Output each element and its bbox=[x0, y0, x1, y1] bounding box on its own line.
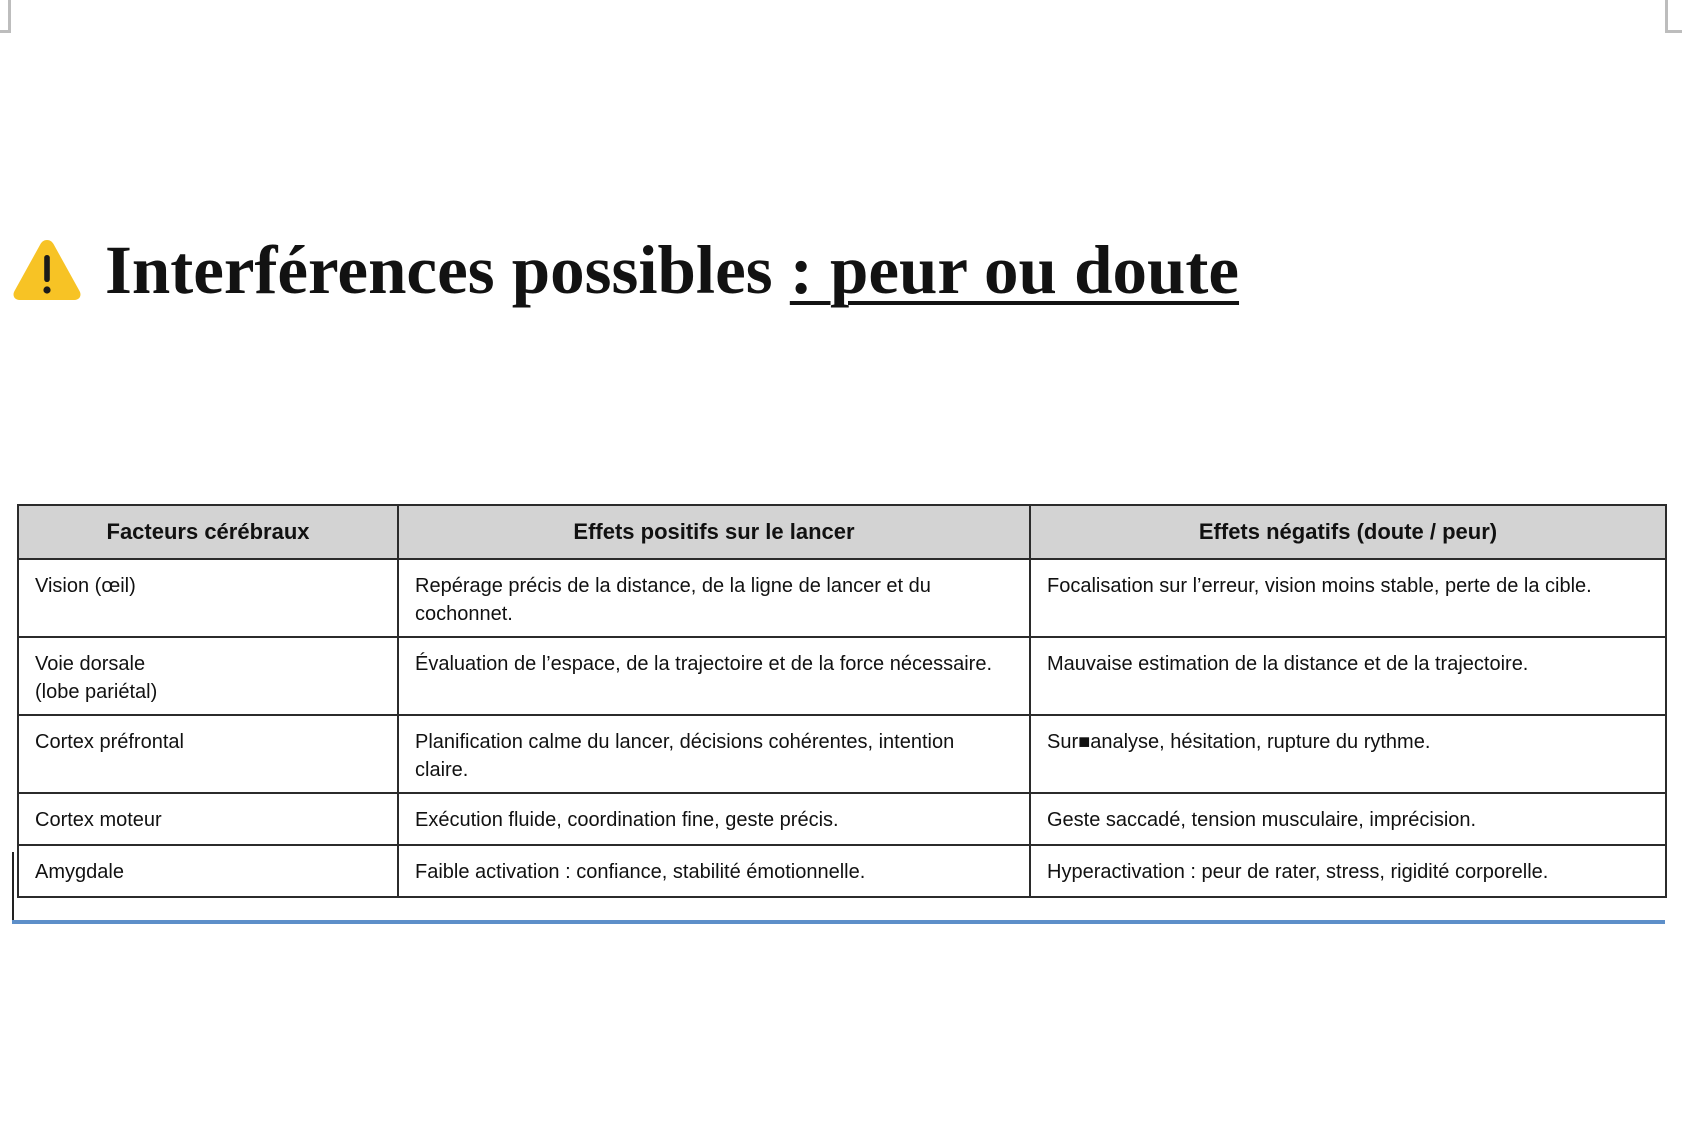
heading-underlined-text: : peur ou doute bbox=[789, 231, 1240, 308]
cell-positive: Repérage précis de la distance, de la ligne de lancer et du cochonnet. bbox=[398, 559, 1030, 637]
table-row bbox=[18, 637, 1666, 715]
heading-prefix: Interférences possibles bbox=[105, 231, 790, 308]
warning-icon bbox=[11, 237, 83, 303]
cell-positive: Exécution fluide, coordination fine, geste précis. bbox=[398, 793, 1030, 845]
cell-negative: Focalisation sur l’erreur, vision moins stable, perte de la cible. bbox=[1030, 559, 1666, 637]
bottom-divider bbox=[12, 920, 1665, 924]
factors-table bbox=[17, 504, 1667, 898]
cell-negative: Sur■analyse, hésitation, rupture du rythme. bbox=[1030, 715, 1666, 793]
cell-negative: Hyperactivation : peur de rater, stress, rigidité corporelle. bbox=[1030, 845, 1666, 897]
page-corner-left bbox=[0, 0, 11, 33]
header-negative-effects: Effets négatifs (doute / peur) bbox=[1030, 505, 1666, 559]
table-header-row bbox=[18, 505, 1666, 559]
page-heading bbox=[11, 220, 1239, 320]
cell-factor: Cortex préfrontal bbox=[18, 715, 398, 793]
factor-line-1: Voie dorsale bbox=[35, 653, 146, 675]
table-row bbox=[18, 793, 1666, 845]
cell-positive: Planification calme du lancer, décisions cohérentes, intention claire. bbox=[398, 715, 1030, 793]
heading-title bbox=[105, 231, 1240, 308]
cell-factor: Cortex moteur bbox=[18, 793, 398, 845]
table-row bbox=[18, 715, 1666, 793]
header-positive-effects: Effets positifs sur le lancer bbox=[398, 505, 1030, 559]
cell-positive: Évaluation de l’espace, de la trajectoire et de la force nécessaire. bbox=[398, 637, 1030, 715]
cell-factor: Amygdale bbox=[18, 845, 398, 897]
cell-factor bbox=[18, 637, 398, 715]
table-row bbox=[18, 559, 1666, 637]
cell-factor: Vision (œil) bbox=[18, 559, 398, 637]
cell-negative: Geste saccadé, tension musculaire, imprécision. bbox=[1030, 793, 1666, 845]
page-corner-right bbox=[1665, 0, 1682, 33]
factors-table-container bbox=[17, 504, 1665, 898]
table-row bbox=[18, 845, 1666, 897]
cell-negative: Mauvaise estimation de la distance et de la trajectoire. bbox=[1030, 637, 1666, 715]
factor-line-2: (lobe pariétal) bbox=[35, 681, 158, 703]
text-cursor bbox=[12, 852, 14, 922]
header-factors: Facteurs cérébraux bbox=[18, 505, 398, 559]
cell-positive: Faible activation : confiance, stabilité émotionnelle. bbox=[398, 845, 1030, 897]
